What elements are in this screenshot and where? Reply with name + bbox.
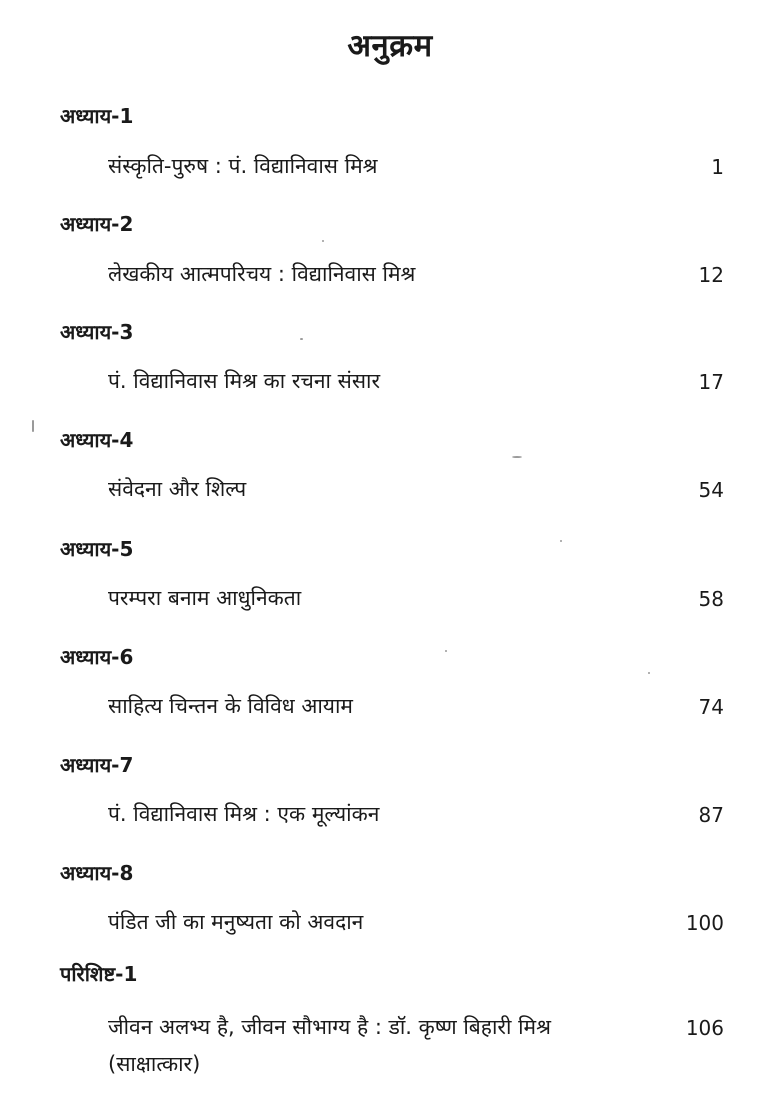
entry-title-3: पं. विद्यानिवास मिश्र का रचना संसार	[108, 369, 381, 393]
entry-title-2: लेखकीय आत्मपरिचय : विद्यानिवास मिश्र	[108, 262, 416, 286]
entry-title-appendix-1-line2: (साक्षात्कार)	[108, 1052, 201, 1076]
chapter-label-3: अध्याय-3	[60, 320, 134, 344]
entry-page-2: 12	[698, 263, 724, 287]
chapter-label-2: अध्याय-2	[60, 212, 134, 236]
chapter-label-4: अध्याय-4	[60, 428, 134, 452]
scan-speck	[512, 456, 522, 458]
scan-speck	[445, 650, 447, 652]
entry-page-4: 54	[698, 478, 724, 502]
entry-page-6: 74	[698, 695, 724, 719]
chapter-label-8: अध्याय-8	[60, 861, 134, 885]
scan-speck	[648, 672, 650, 674]
scan-speck	[322, 240, 324, 242]
entry-page-appendix-1: 106	[685, 1016, 724, 1040]
entry-page-5: 58	[698, 587, 724, 611]
entry-page-1: 1	[711, 155, 724, 179]
chapter-label-6: अध्याय-6	[60, 645, 134, 669]
appendix-label-1: परिशिष्ट-1	[60, 962, 138, 986]
chapter-label-7: अध्याय-7	[60, 753, 134, 777]
page-title: अनुक्रम	[347, 28, 433, 64]
entry-page-3: 17	[698, 370, 724, 394]
scan-speck	[300, 338, 303, 340]
chapter-label-5: अध्याय-5	[60, 537, 134, 561]
entry-title-1: संस्कृति-पुरुष : पं. विद्यानिवास मिश्र	[108, 154, 378, 178]
chapter-label-1: अध्याय-1	[60, 104, 134, 128]
entry-title-7: पं. विद्यानिवास मिश्र : एक मूल्यांकन	[108, 802, 380, 826]
entry-page-7: 87	[698, 803, 724, 827]
entry-title-8: पंडित जी का मनुष्यता को अवदान	[108, 910, 364, 934]
scan-speck	[560, 540, 562, 542]
entry-title-6: साहित्य चिन्तन के विविध आयाम	[108, 694, 353, 718]
scan-speck	[32, 420, 34, 432]
entry-page-8: 100	[685, 911, 724, 935]
entry-title-appendix-1: जीवन अलभ्य है, जीवन सौभाग्य है : डॉ. कृष्ण बिहारी मिश्र	[108, 1015, 551, 1039]
entry-title-4: संवेदना और शिल्प	[108, 477, 247, 501]
entry-title-5: परम्परा बनाम आधुनिकता	[108, 586, 302, 610]
